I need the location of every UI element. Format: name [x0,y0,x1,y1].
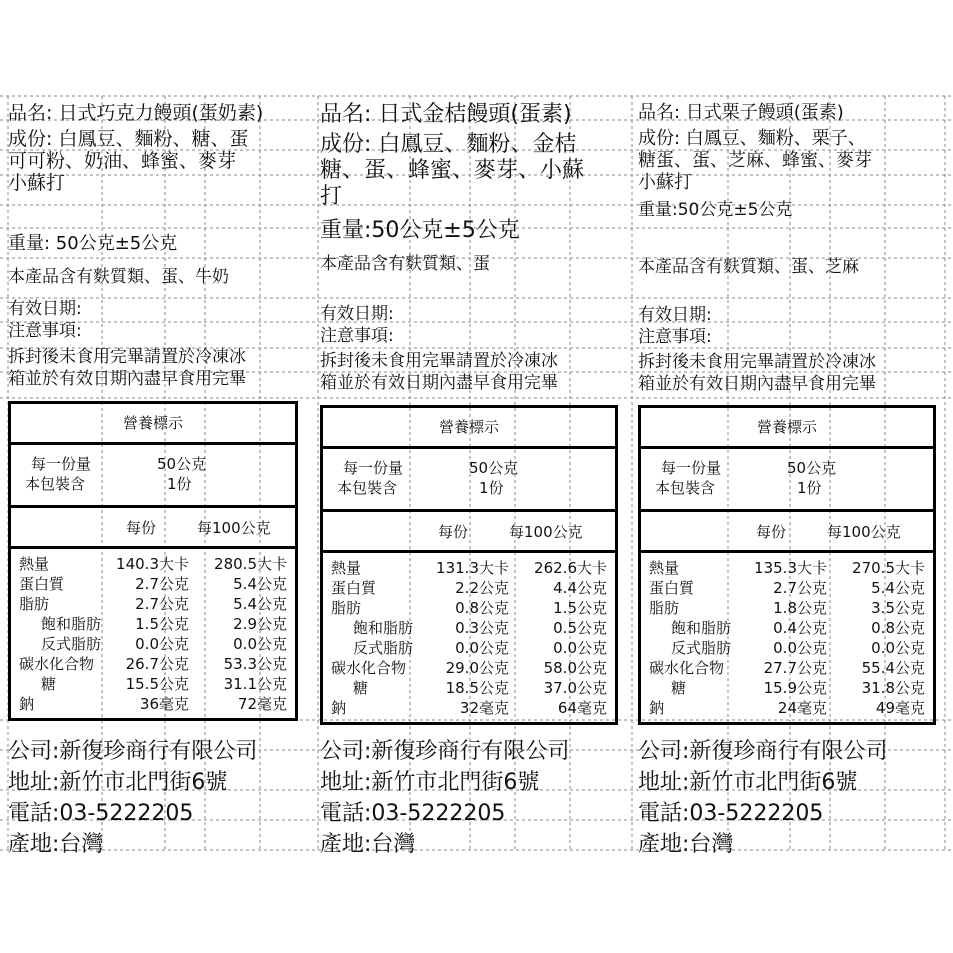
nutrient-name: 反式脂肪 [671,639,732,657]
serving-size-label: 每一份量 [661,459,722,477]
servings-per-pack-label: 本包裝含 [337,479,398,497]
nutrition-title: 營養標示 [641,408,933,449]
company-name: 公司:新復珍商行有限公司 [320,739,570,764]
notice-line: 拆封後未食用完畢請置於冷凍冰 [320,351,558,371]
nutrient-name: 脂肪 [19,595,50,613]
per-serving-header: 每份 [756,523,787,541]
origin: 產地:台灣 [638,832,734,857]
nutrition-row-protein [641,578,933,598]
company-phone: 電話:03-5222205 [8,801,194,826]
per-serving-header: 每份 [438,523,469,541]
notice-line: 箱並於有效日期內盡早食用完畢 [8,369,246,389]
per-serving-value: 0.8公克 [455,599,509,617]
servings-per-pack-value: 1份 [479,479,504,497]
notice-text [8,346,246,390]
weight: 重量: 50公克±5公克 [8,233,178,254]
notice-text [320,350,558,394]
per-100g-value: 5.4公克 [233,595,287,613]
per-serving-value: 24毫克 [777,699,827,717]
per-100g-value: 1.5公克 [553,599,607,617]
allergen-statement: 本產品含有麩質類、蛋、芝麻 [638,257,859,277]
per-100g-value: 5.4公克 [871,579,925,597]
serving-info [641,449,933,512]
company-info [320,736,569,860]
nutrient-name: 飽和脂肪 [353,619,414,637]
nutrition-row-sodium [11,694,295,714]
weight: 重量:50公克±5公克 [638,200,793,220]
nutrition-row-saturated-fat [323,618,615,638]
ingredients-line: 可可粉、奶油、蜂蜜、麥芽 [8,150,237,172]
company-address: 地址:新竹市北門街6號 [8,770,228,795]
nutrition-rows [11,554,295,714]
nutrient-name: 飽和脂肪 [41,615,102,633]
ingredients-line: 小蘇打 [8,172,66,194]
per-100g-header: 每100公克 [509,523,583,541]
per-serving-value: 15.9公克 [763,679,827,697]
per-100g-value: 4.4公克 [553,579,607,597]
serving-size-label: 每一份量 [31,455,92,473]
per-100g-value: 280.5大卡 [214,555,287,573]
per-serving-value: 1.8公克 [773,599,827,617]
per-100g-value: 0.0公克 [553,639,607,657]
notice-label: 注意事項: [638,327,712,347]
per-100g-value: 58.0公克 [543,659,607,677]
per-serving-value: 0.4公克 [773,619,827,637]
per-serving-value: 29.0公克 [445,659,509,677]
nutrition-row-fat [323,598,615,618]
nutrition-title: 營養標示 [323,408,615,449]
per-100g-header: 每100公克 [197,519,271,537]
origin: 產地:台灣 [8,832,104,857]
company-info [8,736,257,860]
notice-line: 拆封後未食用完畢請置於冷凍冰 [8,347,246,367]
serving-size-value: 50公克 [157,455,207,473]
product-name: 品名: 日式栗子饅頭(蛋素) [638,102,844,123]
notice-label: 注意事項: [8,321,82,341]
allergen-statement: 本產品含有麩質類、蛋 [320,254,490,274]
nutrition-table [8,401,298,721]
per-100g-value: 64毫克 [557,699,607,717]
nutrition-row-sodium [641,698,933,718]
nutrition-row-sodium [323,698,615,718]
nutrient-name: 鈉 [331,699,347,717]
nutrient-name: 反式脂肪 [41,635,102,653]
expiry-date-label: 有效日期: [8,299,82,319]
allergen-statement: 本產品含有麩質類、蛋、牛奶 [8,267,229,287]
nutrition-title: 營養標示 [11,404,295,445]
per-serving-value: 2.7公克 [135,595,189,613]
notice-line: 拆封後未食用完畢請置於冷凍冰 [638,352,876,372]
per-serving-value: 0.0公克 [773,639,827,657]
origin: 產地:台灣 [320,832,416,857]
nutrition-column-header [11,508,295,549]
per-100g-value: 270.5大卡 [852,559,925,577]
per-serving-value: 135.3大卡 [754,559,827,577]
servings-per-pack-value: 1份 [167,475,192,493]
serving-info [11,445,295,508]
per-100g-value: 0.0公克 [871,639,925,657]
nutrition-column-header [641,512,933,553]
per-serving-value: 1.5公克 [135,615,189,633]
per-serving-value: 140.3大卡 [116,555,189,573]
nutrient-name: 蛋白質 [19,575,65,593]
servings-per-pack-label: 本包裝含 [655,479,716,497]
nutrition-row-carbohydrate [11,654,295,674]
per-serving-value: 26.7公克 [125,655,189,673]
per-serving-value: 15.5公克 [125,675,189,693]
nutrition-rows [641,558,933,718]
ingredients-line: 成份: 白鳳豆、麵粉、金桔 [320,132,577,157]
nutrition-row-protein [11,574,295,594]
serving-size-value: 50公克 [787,459,837,477]
per-100g-value: 49毫克 [875,699,925,717]
per-100g-value: 2.9公克 [233,615,287,633]
serving-info [323,449,615,512]
company-phone: 電話:03-5222205 [320,801,506,826]
nutrient-name: 反式脂肪 [353,639,414,657]
nutrition-row-trans-fat [641,638,933,658]
nutrient-name: 蛋白質 [649,579,695,597]
nutrition-row-energy [11,554,295,574]
nutrient-name: 脂肪 [331,599,362,617]
nutrition-row-carbohydrate [323,658,615,678]
ingredients-line: 糖蛋、蛋、芝麻、蜂蜜、麥芽 [638,150,872,171]
ingredients [8,128,248,194]
notice-label: 注意事項: [320,326,394,346]
per-serving-value: 18.5公克 [445,679,509,697]
expiry-date-label: 有效日期: [638,305,712,325]
nutrient-name: 熱量 [19,555,50,573]
per-100g-value: 0.0公克 [233,635,287,653]
product-name: 品名: 日式金桔饅頭(蛋素) [320,102,572,127]
per-100g-value: 31.1公克 [223,675,287,693]
per-serving-value: 131.3大卡 [436,559,509,577]
nutrient-name: 鈉 [19,695,35,713]
notice-line: 箱並於有效日期內盡早食用完畢 [320,373,558,393]
ingredients-line: 成份: 白鳳豆、麵粉、栗子、 [638,128,866,149]
nutrient-name: 鈉 [649,699,665,717]
nutrition-row-saturated-fat [641,618,933,638]
serving-size-label: 每一份量 [343,459,404,477]
per-100g-value: 0.5公克 [553,619,607,637]
nutrient-name: 脂肪 [649,599,680,617]
nutrition-row-carbohydrate [641,658,933,678]
nutrition-row-sugar [641,678,933,698]
ingredients-line: 小蘇打 [638,172,692,193]
per-serving-value: 0.3公克 [455,619,509,637]
per-100g-value: 3.5公克 [871,599,925,617]
nutrition-row-sugar [11,674,295,694]
ingredients-line: 成份: 白鳳豆、麵粉、糖、蛋 [8,128,249,150]
product-label-chestnut [638,96,938,857]
company-address: 地址:新竹市北門街6號 [638,770,858,795]
servings-per-pack-label: 本包裝含 [25,475,86,493]
ingredients [638,128,872,194]
weight: 重量:50公克±5公克 [320,218,520,243]
per-serving-value: 0.0公克 [455,639,509,657]
nutrition-row-sugar [323,678,615,698]
nutrition-row-fat [641,598,933,618]
nutrition-row-energy [641,558,933,578]
nutrition-row-trans-fat [11,634,295,654]
product-label-kumquat [320,96,620,857]
product-name: 品名: 日式巧克力饅頭(蛋奶素) [8,102,264,124]
nutrition-rows [323,558,615,718]
nutrition-row-trans-fat [323,638,615,658]
ingredients-line: 打 [320,184,343,209]
company-phone: 電話:03-5222205 [638,801,824,826]
per-100g-value: 55.4公克 [861,659,925,677]
nutrient-name: 碳水化合物 [19,655,95,673]
per-100g-value: 72毫克 [237,695,287,713]
nutrition-row-saturated-fat [11,614,295,634]
per-serving-value: 2.7公克 [135,575,189,593]
per-serving-value: 36毫克 [139,695,189,713]
nutrient-name: 蛋白質 [331,579,377,597]
per-100g-value: 53.3公克 [223,655,287,673]
nutrition-table [638,405,936,725]
per-serving-value: 2.7公克 [773,579,827,597]
servings-per-pack-value: 1份 [797,479,822,497]
nutrient-name: 熱量 [331,559,362,577]
nutrient-name: 碳水化合物 [331,659,407,677]
ingredients-line: 糖、蛋、蜂蜜、麥芽、小蘇 [320,158,585,183]
company-name: 公司:新復珍商行有限公司 [638,739,888,764]
nutrient-name: 熱量 [649,559,680,577]
notice-text [638,351,876,395]
product-label-chocolate [8,96,308,857]
company-name: 公司:新復珍商行有限公司 [8,739,258,764]
notice-line: 箱並於有效日期內盡早食用完畢 [638,374,876,394]
expiry-date-label: 有效日期: [320,304,394,324]
ingredients [320,132,584,210]
per-100g-value: 262.6大卡 [534,559,607,577]
nutrient-name: 糖 [41,675,57,693]
per-100g-value: 37.0公克 [543,679,607,697]
per-100g-value: 0.8公克 [871,619,925,637]
nutrition-row-energy [323,558,615,578]
per-serving-value: 0.0公克 [135,635,189,653]
per-serving-header: 每份 [126,519,157,537]
nutrition-row-fat [11,594,295,614]
company-address: 地址:新竹市北門街6號 [320,770,540,795]
company-info [638,736,887,860]
per-100g-value: 5.4公克 [233,575,287,593]
nutrient-name: 糖 [353,679,369,697]
nutrient-name: 糖 [671,679,687,697]
nutrient-name: 飽和脂肪 [671,619,732,637]
per-serving-value: 27.7公克 [763,659,827,677]
per-100g-value: 31.8公克 [861,679,925,697]
nutrition-column-header [323,512,615,553]
serving-size-value: 50公克 [469,459,519,477]
nutrition-table [320,405,618,725]
per-serving-value: 2.2公克 [455,579,509,597]
nutrition-row-protein [323,578,615,598]
per-serving-value: 32毫克 [459,699,509,717]
nutrient-name: 碳水化合物 [649,659,725,677]
per-100g-header: 每100公克 [827,523,901,541]
